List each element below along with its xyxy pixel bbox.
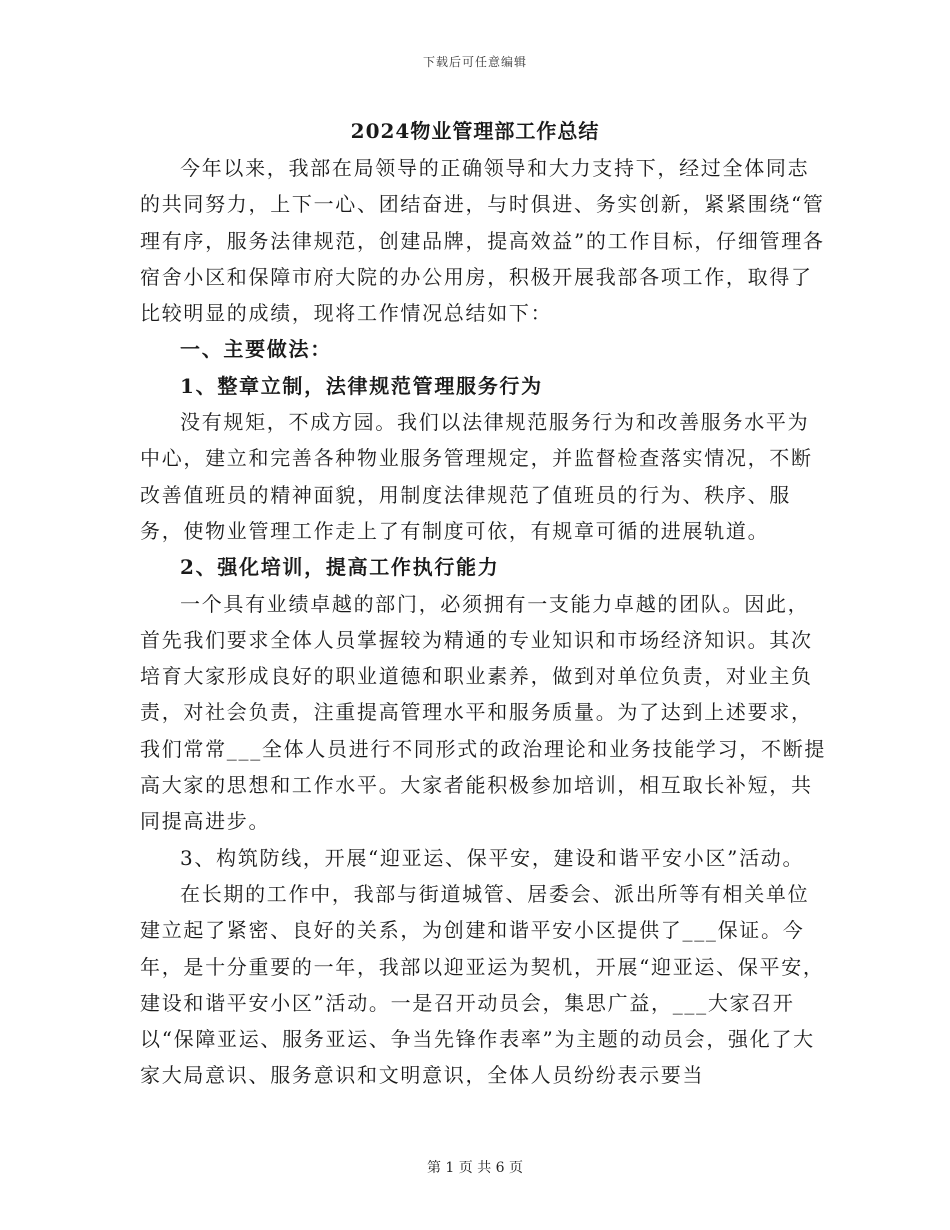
subsection-heading-1: 1、整章立制，法律规范管理服务行为: [180, 373, 543, 398]
header-note: 下载后可任意编辑: [422, 55, 527, 69]
subsection-body-3: 在长期的工作中，我部与街道城管、居委会、派出所等有相关单位建立起了紧密、良好的关系，为创建和谐平安小区提供了___保证。今年，是十分重要的一年，我部以迎亚运为契机，开展“迎亚运、保平安，建设和谐平安小区”活动。一是召开动员会，集思广益，___大家召开以“保障亚运、服务亚运、争当先锋作表率”为主题的动员会，强化了大家大局意识、服务意识和文明意识，全体人员纷纷表示要当: [140, 881, 825, 1088]
subsection-body-1: 没有规矩，不成方园。我们以法律规范服务行为和改善服务水平为中心，建立和完善各种物业服务管理规定，并监督检查落实情况，不断改善值班员的精神面貌，用制度法律规范了值班员的行为、秩序、服务，使物业管理工作走上了有制度可依，有规章可循的进展轨道。: [140, 410, 813, 543]
subsection-heading-3: 3、构筑防线，开展“迎亚运、保平安，建设和谐平安小区”活动。: [180, 845, 805, 870]
page-footer: 第 1 页 共 6 页: [426, 1160, 524, 1176]
document-title: 2024物业管理部工作总结: [350, 119, 600, 143]
document-body: [140, 150, 830, 1094]
subsection-body-2: 一个具有业绩卓越的部门，必须拥有一支能力卓越的团队。因此，首先我们要求全体人员掌握较为精通的专业知识和市场经济知识。其次培育大家形成良好的职业道德和职业素养，做到对单位负责，对业主负责，对社会负责，注重提高管理水平和服务质量。为了达到上述要求，我们常常___全体人员进行不同形式的政治理论和业务技能学习，不断提高大家的思想和工作水平。大家者能积极参加培训，相互取长补短，共同提高进步。: [140, 591, 827, 834]
section-heading-main-methods: 一、主要做法：: [180, 337, 332, 362]
intro-paragraph: 今年以来，我部在局领导的正确领导和大力支持下，经过全体同志的共同努力，上下一心、团结奋进，与时俱进、务实创新，紧紧围绕“管理有序，服务法律规范，创建品牌，提高效益”的工作目标，仔细管理各宿舍小区和保障市府大院的办公用房，积极开展我部各项工作，取得了比较明显的成绩，现将工作情况总结如下：: [140, 156, 825, 326]
subsection-heading-2: 2、强化培训，提高工作执行能力: [180, 555, 500, 580]
